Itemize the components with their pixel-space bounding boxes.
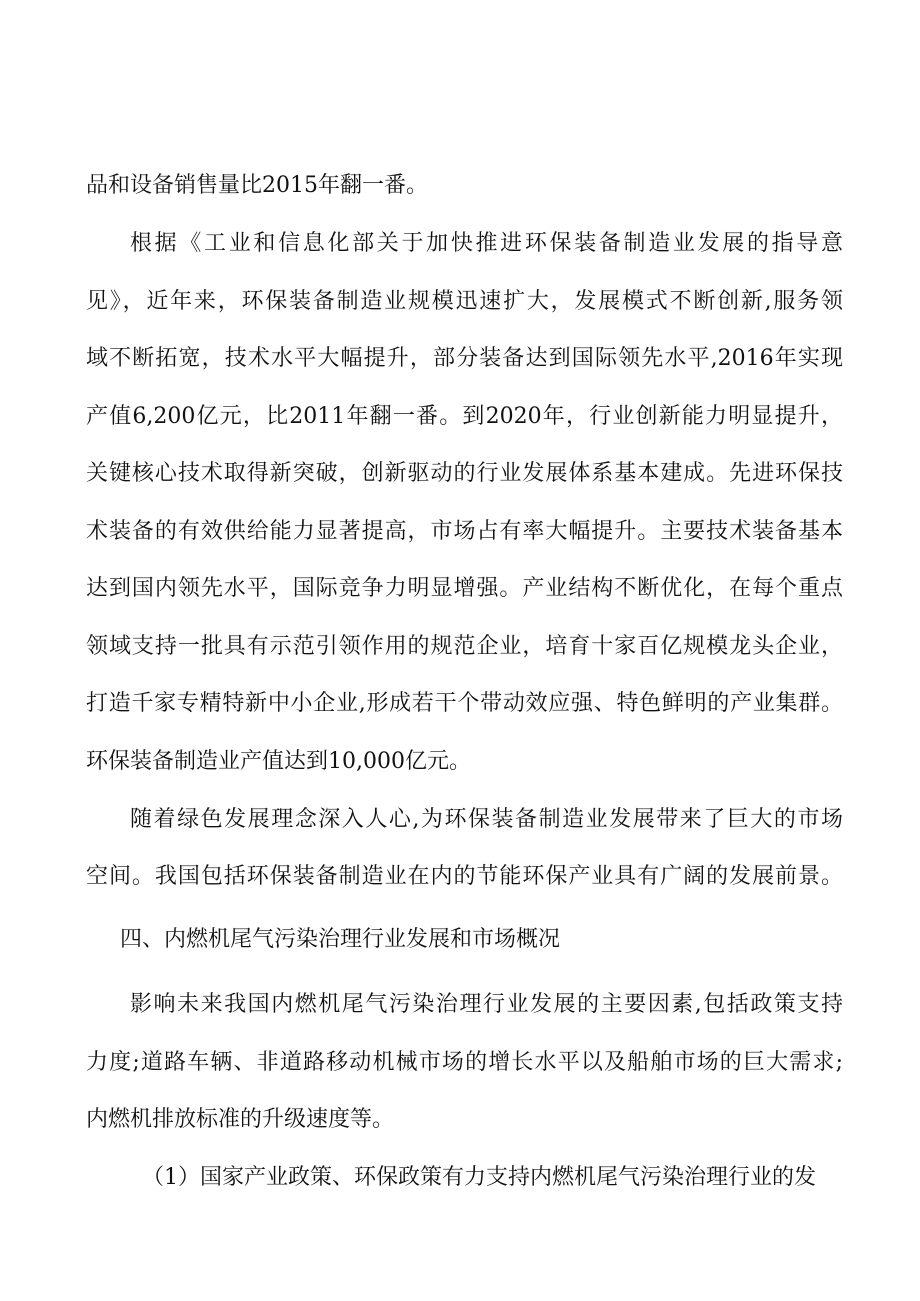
paragraph-line: 环保装备制造业产值达到10,000亿元。 bbox=[86, 749, 471, 774]
paragraph-line: 力度;道路车辆、非道路移动机械市场的增长水平以及船舶市场的巨大需求; bbox=[86, 1050, 843, 1075]
paragraph-line: 根据《工业和信息化部关于加快推进环保装备制造业发展的指导意 bbox=[130, 231, 843, 256]
paragraph-line: 品和设备销售量比2015年翻一番。 bbox=[86, 173, 428, 198]
paragraph-line: 达到国内领先水平，国际竞争力明显增强。产业结构不断优化，在每个重点 bbox=[86, 576, 843, 601]
paragraph-line: 见》，近年来，环保装备制造业规模迅速扩大，发展模式不断创新,服务领 bbox=[86, 289, 843, 314]
section-heading: 四、内燃机尾气污染治理行业发展和市场概况 bbox=[120, 927, 561, 952]
subsection-heading: （1）国家产业政策、环保政策有力支持内燃机尾气污染治理行业的发 bbox=[142, 1165, 816, 1190]
paragraph-line: 影响未来我国内燃机尾气污染治理行业发展的主要因素,包括政策支持 bbox=[130, 992, 843, 1017]
paragraph-line: 术装备的有效供给能力显著提高，市场占有率大幅提升。主要技术装备基本 bbox=[86, 519, 843, 544]
paragraph-line: 打造千家专精特新中小企业,形成若干个带动效应强、特色鲜明的产业集群。 bbox=[86, 691, 843, 716]
paragraph-line: 领域支持一批具有示范引领作用的规范企业，培育十家百亿规模龙头企业， bbox=[86, 634, 843, 659]
paragraph-line: 关键核心技术取得新突破，创新驱动的行业发展体系基本建成。先进环保技 bbox=[86, 461, 843, 486]
paragraph-line: 内燃机排放标准的升级速度等。 bbox=[86, 1107, 395, 1132]
paragraph-line: 空间。我国包括环保装备制造业在内的节能环保产业具有广阔的发展前景。 bbox=[86, 864, 843, 889]
paragraph-line: 域不断拓宽，技术水平大幅提升，部分装备达到国际领先水平,2016年实现 bbox=[86, 346, 843, 371]
paragraph-line: 随着绿色发展理念深入人心,为环保装备制造业发展带来了巨大的市场 bbox=[130, 807, 843, 832]
paragraph-line: 产值6,200亿元，比2011年翻一番。到2020年，行业创新能力明显提升， bbox=[86, 404, 843, 429]
